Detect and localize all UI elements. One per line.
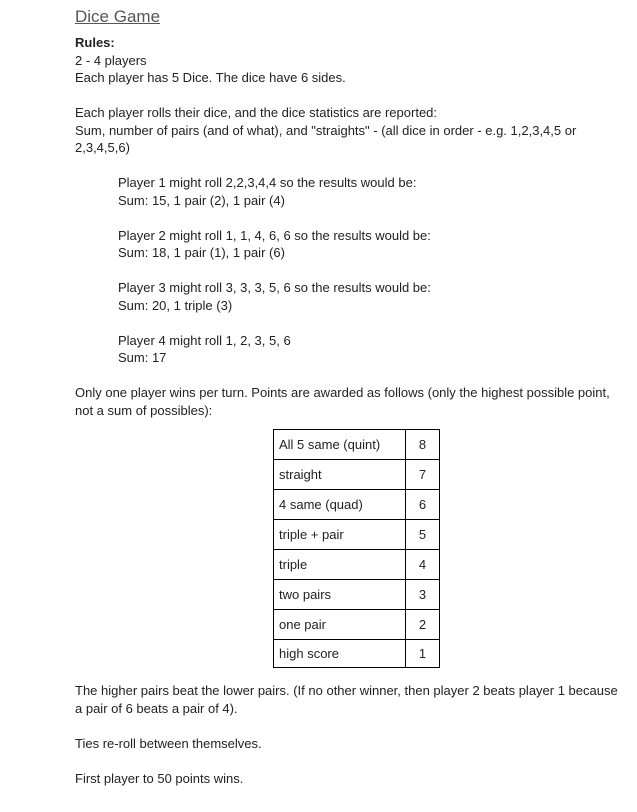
win-rule: First player to 50 points wins. [75,770,244,786]
table-row [274,460,440,490]
player-example-1 [75,174,630,209]
player-result: Sum: 17 [118,350,167,365]
table-cell-points: 4 [406,550,440,580]
rules-heading: Rules: [75,35,115,50]
table-cell-points: 8 [406,430,440,460]
player-example-4 [75,332,630,367]
higher-pairs-line: The higher pairs beat the lower pairs. (If no other winner, then player 2 beats player 1 because [75,683,618,698]
table-cell-label: All 5 same (quint) [274,430,406,460]
table-row [274,580,440,610]
player-roll: Player 2 might roll 1, 1, 4, 6, 6 so the results would be: [118,227,431,243]
document-title: Dice Game [75,7,161,26]
table-cell-points: 1 [406,640,440,668]
player-roll: Player 4 might roll 1, 2, 3, 5, 6 [118,332,291,348]
table-row [274,640,440,668]
points-intro-line: Only one player wins per turn. Points are awarded as follows (only the highest possible point, [75,385,610,400]
player-result: Sum: 15, 1 pair (2), 1 pair (4) [118,192,285,208]
table-cell-points: 6 [406,490,440,520]
table-cell-points: 2 [406,610,440,640]
rolls-explain-line: 2,3,4,5,6) [75,140,130,155]
rolls-explain-line: Each player rolls their dice, and the dice statistics are reported: [75,105,438,120]
intro-line-dice: Each player has 5 Dice. The dice have 6 sides. [75,70,346,85]
table-cell-label: high score [274,640,406,668]
table-row [274,550,440,580]
points-table [273,429,440,668]
table-cell-label: 4 same (quad) [274,490,406,520]
ties-rule: Ties re-roll between themselves. [75,735,262,751]
player-example-2 [75,227,630,262]
points-intro-line: not a sum of possibles): [75,402,213,418]
player-example-3 [75,279,630,314]
intro-line-players: 2 - 4 players [75,52,147,68]
table-cell-label: triple [274,550,406,580]
table-cell-label: two pairs [274,580,406,610]
table-cell-points: 7 [406,460,440,490]
table-row [274,490,440,520]
player-result: Sum: 20, 1 triple (3) [118,297,233,313]
table-cell-label: triple + pair [274,520,406,550]
table-cell-label: one pair [274,610,406,640]
rolls-explain-line: Sum, number of pairs (and of what), and "straights" - (all dice in order - e.g. 1,2,3,4,5 or [75,122,577,138]
table-row [274,430,440,460]
table-row [274,610,440,640]
higher-pairs-line: a pair of 6 beats a pair of 4). [75,700,238,716]
player-roll: Player 1 might roll 2,2,3,4,4 so the results would be: [118,175,417,190]
document-page [75,6,630,787]
table-cell-points: 5 [406,520,440,550]
table-cell-points: 3 [406,580,440,610]
table-row [274,520,440,550]
points-table-wrapper [273,429,630,668]
table-cell-label: straight [274,460,406,490]
player-roll: Player 3 might roll 3, 3, 3, 5, 6 so the results would be: [118,280,431,295]
player-result: Sum: 18, 1 pair (1), 1 pair (6) [118,245,285,260]
